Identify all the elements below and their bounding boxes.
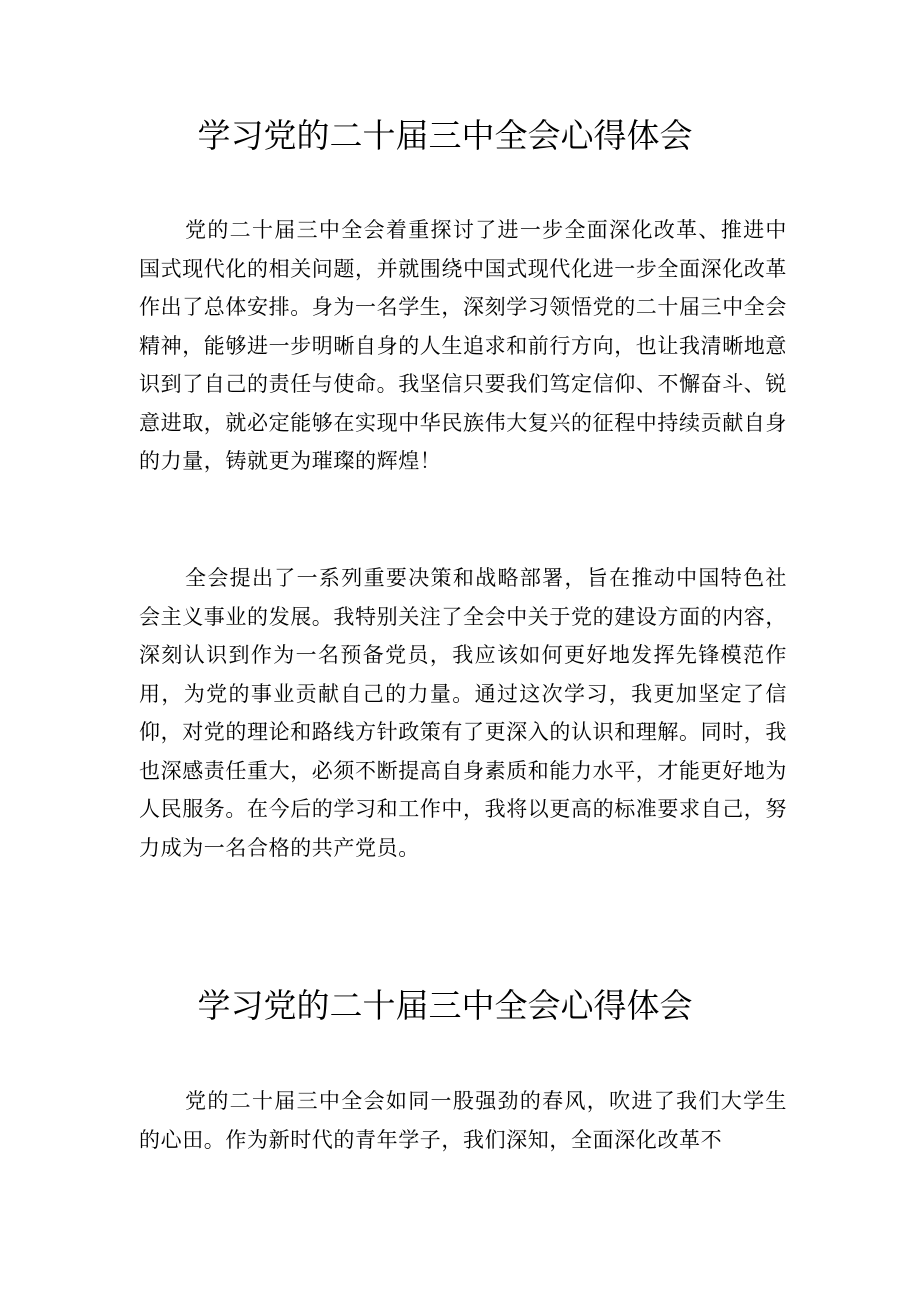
section-title: 学习党的二十届三中全会心得体会 [197, 116, 693, 155]
paragraph: 党的二十届三中全会如同一股强劲的春风，吹进了我们大学生的心田。作为新时代的青年学子，我们深知，全面深化改革不 [139, 1089, 787, 1152]
paragraph: 全会提出了一系列重要决策和战略部署，旨在推动中国特色社会主义事业的发展。我特别关注了全会中关于党的建设方面的内容，深刻认识到作为一名预备党员，我应该如何更好地发挥先锋模范作用，为党的事业贡献自己的力量。通过这次学习，我更加坚定了信仰，对党的理论和路线方针政策有了更深入的认识和理解。同时，我也深感责任重大，必须不断提高自身素质和能力水平，才能更好地为人民服务。在今后的学习和工作中，我将以更高的标准要求自己，努力成为一名合格的共产党员。 [139, 566, 787, 860]
section-title: 学习党的二十届三中全会心得体会 [197, 986, 693, 1025]
paragraph: 党的二十届三中全会着重探讨了进一步全面深化改革、推进中国式现代化的相关问题，并就围绕中国式现代化进一步全面深化改革作出了总体安排。身为一名学生，深刻学习领悟党的二十届三中全会精神，能够进一步明晰自身的人生追求和前行方向，也让我清晰地意识到了自己的责任与使命。我坚信只要我们笃定信仰、不懈奋斗、锐意进取，就必定能够在实现中华民族伟大复兴的征程中持续贡献自身的力量，铸就更为璀璨的辉煌！ [139, 218, 787, 473]
